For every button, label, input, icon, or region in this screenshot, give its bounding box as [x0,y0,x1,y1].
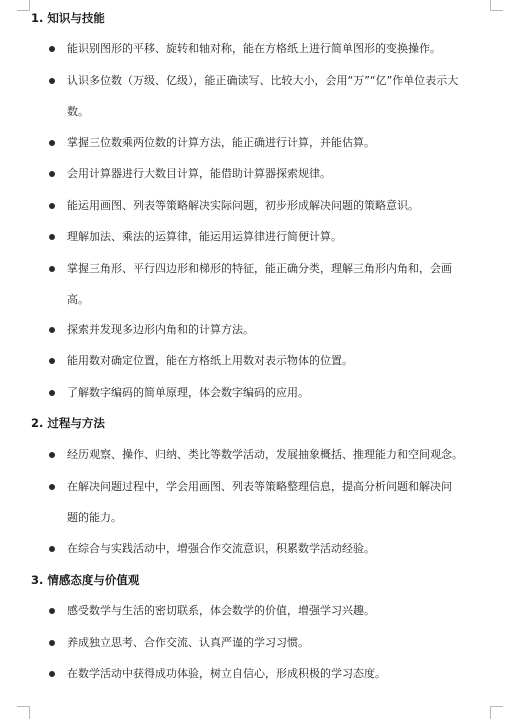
list-item-text: 掌握三位数乘两位数的计算方法，能正确进行计算，并能估算。 [67,136,375,149]
bullet-icon [49,546,55,552]
list-item-text: 在数学活动中获得成功体验，树立自信心，形成积极的学习态度。 [67,667,386,680]
bullet-icon [49,78,55,84]
list-item-text: 在解决问题过程中，学会用画图、列表等策略整理信息，提高分析问题和解决问 [67,480,452,493]
bullet-icon [49,452,55,458]
list-item-text: 认识多位数（万级、亿级），能正确读写、比较大小，会用“万”“亿”作单位表示大 [67,74,459,87]
bullet-icon [49,484,55,490]
bullet-icon [49,358,55,364]
section-heading-attitude-values: 3. 情感态度与价值观 [31,573,140,587]
list-item-text: 题的能力。 [67,511,122,524]
page-corner-mark-top-left [17,0,30,11]
list-item-text: 能运用画图、列表等策略解决实际问题，初步形成解决问题的策略意识。 [67,199,419,212]
bullet-icon [49,171,55,177]
list-item-text: 感受数学与生活的密切联系，体会数学的价值，增强学习兴趣。 [67,604,375,617]
list-item-text: 能识别图形的平移、旋转和轴对称，能在方格纸上进行简单图形的变换操作。 [67,42,441,55]
list-item-text: 了解数字编码的简单原理，体会数字编码的应用。 [67,386,309,399]
section-heading-process-methods: 2. 过程与方法 [31,416,105,430]
bullet-icon [49,234,55,240]
bullet-icon [49,266,55,272]
bullet-icon [49,203,55,209]
list-item-text: 在综合与实践活动中，增强合作交流意识，积累数学活动经验。 [67,542,375,555]
bullet-icon [49,608,55,614]
section-heading-knowledge-skills: 1. 知识与技能 [31,11,105,25]
bullet-icon [49,640,55,646]
list-item-text: 探索并发现多边形内角和的计算方法。 [67,323,254,336]
bullet-icon [49,671,55,677]
page-corner-mark-bottom-left [17,706,30,719]
page-corner-mark-top-right [490,0,503,11]
list-item-text: 理解加法、乘法的运算律，能运用运算律进行简便计算。 [67,230,342,243]
list-item-text: 数。 [67,105,89,118]
list-item-text: 高。 [67,293,89,306]
page-corner-mark-bottom-right [490,706,503,719]
list-item-text: 掌握三角形、平行四边形和梯形的特征，能正确分类，理解三角形内角和，会画 [67,262,452,275]
bullet-icon [49,46,55,52]
bullet-icon [49,327,55,333]
list-item-text: 经历观察、操作、归纳、类比等数学活动，发展抽象概括、推理能力和空间观念。 [67,448,463,461]
list-item-text: 养成独立思考、合作交流、认真严谨的学习习惯。 [67,636,309,649]
list-item-text: 能用数对确定位置，能在方格纸上用数对表示物体的位置。 [67,354,353,367]
bullet-icon [49,140,55,146]
list-item-text: 会用计算器进行大数目计算，能借助计算器探索规律。 [67,167,331,180]
bullet-icon [49,390,55,396]
